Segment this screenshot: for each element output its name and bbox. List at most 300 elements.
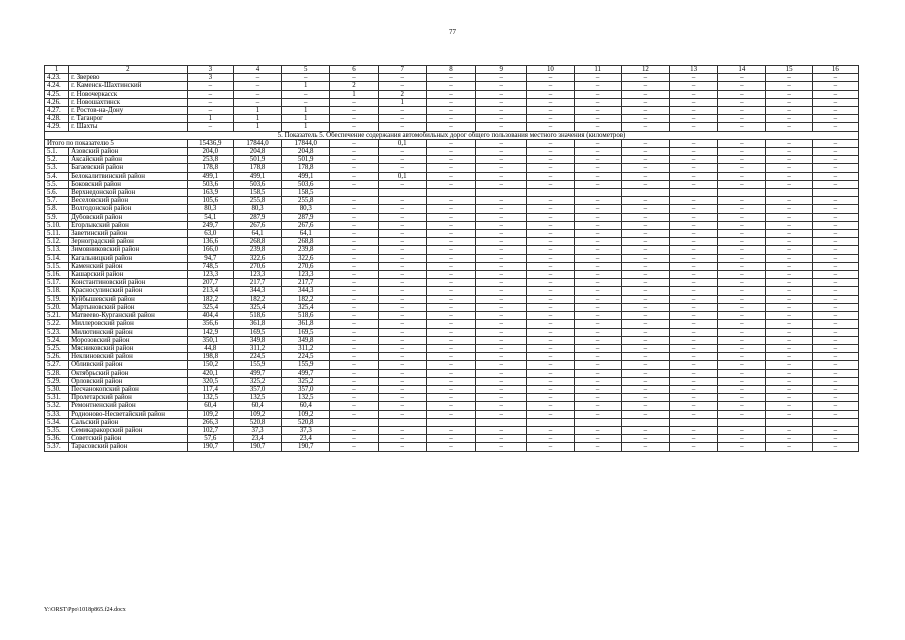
table-cell: – [718, 344, 766, 352]
table-cell: – [812, 254, 858, 262]
table-cell: – [812, 148, 858, 156]
total-row [45, 139, 859, 147]
table-cell: 357,0 [233, 385, 281, 393]
table-cell: – [527, 156, 574, 164]
table-cell: – [718, 180, 766, 188]
table-cell: – [187, 123, 233, 131]
table-cell: – [527, 320, 574, 328]
table-cell: – [812, 139, 858, 147]
table-cell: Тарасовский район [69, 443, 188, 451]
table-cell: – [621, 139, 669, 147]
table-cell: – [766, 361, 812, 369]
table-cell: – [718, 295, 766, 303]
table-cell: 349,8 [233, 336, 281, 344]
table-cell: – [476, 353, 527, 361]
table-cell: 7 [378, 66, 426, 74]
table-cell: – [476, 369, 527, 377]
table-cell: – [812, 303, 858, 311]
table-cell: 207,7 [187, 279, 233, 287]
table-row [45, 90, 859, 98]
table-cell: – [330, 221, 378, 229]
table-cell: – [766, 254, 812, 262]
table-cell: – [476, 410, 527, 418]
table-cell: – [766, 385, 812, 393]
table-cell: 5 [282, 66, 330, 74]
table-cell: – [718, 377, 766, 385]
table-cell: – [378, 279, 426, 287]
table-cell: 1 [330, 90, 378, 98]
table-cell: 123,3 [233, 271, 281, 279]
table-cell: – [718, 328, 766, 336]
table-cell: – [812, 262, 858, 270]
table-cell: – [476, 279, 527, 287]
table-cell: 356,6 [187, 320, 233, 328]
table-cell: – [670, 180, 718, 188]
table-cell [812, 418, 858, 426]
table-cell: 94,7 [187, 254, 233, 262]
table-cell: – [812, 312, 858, 320]
table-cell: – [574, 221, 621, 229]
table-cell: Октябрьский район [69, 369, 188, 377]
table-cell: – [670, 205, 718, 213]
table-row [45, 410, 859, 418]
table-cell: – [670, 353, 718, 361]
table-cell: 5.7. [45, 197, 69, 205]
table-cell: 5.34. [45, 418, 69, 426]
table-cell: – [426, 98, 475, 106]
table-cell: 255,8 [233, 197, 281, 205]
table-cell: 178,8 [187, 164, 233, 172]
table-cell: 503,6 [187, 180, 233, 188]
table-cell: – [426, 180, 475, 188]
table-cell: – [426, 312, 475, 320]
table-cell: – [621, 271, 669, 279]
table-cell: 5.33. [45, 410, 69, 418]
table-cell: 37,3 [233, 426, 281, 434]
table-cell: Мясниковский район [69, 344, 188, 352]
table-cell: – [718, 312, 766, 320]
table-cell [574, 418, 621, 426]
table-cell [378, 418, 426, 426]
table-cell: – [812, 123, 858, 131]
table-cell: 163,9 [187, 189, 233, 197]
table-cell: 17844,0 [282, 139, 330, 147]
table-cell: – [812, 205, 858, 213]
table-cell: – [476, 164, 527, 172]
table-cell: – [378, 410, 426, 418]
table-cell: – [476, 238, 527, 246]
table-cell: – [718, 238, 766, 246]
table-cell: – [426, 271, 475, 279]
table-cell: – [378, 82, 426, 90]
table-cell: – [718, 164, 766, 172]
table-cell [476, 189, 527, 197]
table-cell: 5.9. [45, 213, 69, 221]
table-cell [527, 418, 574, 426]
table-cell: – [426, 402, 475, 410]
table-cell: 60,4 [233, 402, 281, 410]
table-cell: 12 [621, 66, 669, 74]
table-cell: 5.37. [45, 443, 69, 451]
table-cell: – [426, 246, 475, 254]
table-cell: 239,8 [282, 246, 330, 254]
table-cell: – [670, 402, 718, 410]
table-cell: – [378, 353, 426, 361]
table-row [45, 369, 859, 377]
table-cell: 4.27. [45, 107, 69, 115]
table-cell: – [378, 156, 426, 164]
table-row [45, 303, 859, 311]
table-row [45, 164, 859, 172]
table-cell: 150,2 [187, 361, 233, 369]
table-cell: – [527, 271, 574, 279]
table-cell: г. Зверево [69, 74, 188, 82]
table-cell: 518,6 [233, 312, 281, 320]
table-cell: – [812, 246, 858, 254]
table-cell: – [766, 74, 812, 82]
table-cell: – [574, 123, 621, 131]
table-cell: – [527, 123, 574, 131]
table-cell: – [621, 377, 669, 385]
table-cell: – [330, 336, 378, 344]
table-cell: 1 [233, 123, 281, 131]
table-cell: – [378, 221, 426, 229]
table-cell: – [812, 213, 858, 221]
table-cell: – [426, 230, 475, 238]
table-cell: 13 [670, 66, 718, 74]
table-cell: – [330, 230, 378, 238]
table-cell: 109,2 [187, 410, 233, 418]
table-cell: – [426, 394, 475, 402]
table-cell: – [766, 197, 812, 205]
table-cell: – [282, 74, 330, 82]
table-cell: Ремонтненский район [69, 402, 188, 410]
table-cell: 748,5 [187, 262, 233, 270]
table-cell: – [527, 148, 574, 156]
table-cell: 1 [233, 107, 281, 115]
table-row [45, 435, 859, 443]
table-cell: – [233, 82, 281, 90]
table-cell: 9 [476, 66, 527, 74]
table-cell: 109,2 [233, 410, 281, 418]
table-cell: – [426, 443, 475, 451]
table-cell: – [718, 361, 766, 369]
table-cell: – [378, 426, 426, 434]
table-cell: – [812, 238, 858, 246]
table-cell: – [330, 312, 378, 320]
table-cell: – [574, 238, 621, 246]
table-cell: – [812, 221, 858, 229]
table-cell: 270,6 [233, 262, 281, 270]
table-cell: – [527, 172, 574, 180]
table-cell: – [621, 148, 669, 156]
table-cell: – [812, 394, 858, 402]
table-cell: – [574, 303, 621, 311]
table-cell: – [718, 410, 766, 418]
table-cell: – [621, 74, 669, 82]
table-cell: 217,7 [282, 279, 330, 287]
table-cell: – [621, 385, 669, 393]
table-cell: – [574, 361, 621, 369]
table-cell: – [426, 344, 475, 352]
table-cell: – [378, 377, 426, 385]
table-cell: 320,5 [187, 377, 233, 385]
table-cell: – [670, 385, 718, 393]
table-cell: 268,8 [282, 238, 330, 246]
table-cell: 249,7 [187, 221, 233, 229]
table-cell [574, 189, 621, 197]
table-cell [378, 189, 426, 197]
table-row [45, 295, 859, 303]
table-cell: – [527, 426, 574, 434]
table-cell: – [378, 312, 426, 320]
table-cell: – [378, 394, 426, 402]
table-row [45, 418, 859, 426]
table-cell: 5.18. [45, 287, 69, 295]
table-cell: – [476, 336, 527, 344]
table-cell: – [718, 254, 766, 262]
table-cell: – [574, 148, 621, 156]
table-cell: 5.20. [45, 303, 69, 311]
table-cell: 2 [378, 90, 426, 98]
table-cell: 178,8 [282, 164, 330, 172]
table-row [45, 213, 859, 221]
table-cell [670, 189, 718, 197]
table-cell [621, 418, 669, 426]
table-row [45, 123, 859, 131]
table-cell: – [233, 90, 281, 98]
table-cell: – [330, 271, 378, 279]
table-cell: – [527, 74, 574, 82]
table-cell: – [527, 410, 574, 418]
table-cell: 44,8 [187, 344, 233, 352]
table-cell: – [527, 279, 574, 287]
table-cell: 5.5. [45, 180, 69, 188]
table-cell: Каменский район [69, 262, 188, 270]
table-cell: – [670, 320, 718, 328]
table-cell: – [670, 221, 718, 229]
table-cell: 2 [69, 66, 188, 74]
table-cell: – [574, 74, 621, 82]
table-row [45, 394, 859, 402]
table-cell: – [670, 377, 718, 385]
table-cell: – [378, 254, 426, 262]
table-cell: – [766, 164, 812, 172]
table-cell: – [718, 230, 766, 238]
table-cell: – [426, 287, 475, 295]
table-cell: 182,2 [233, 295, 281, 303]
table-cell: – [476, 426, 527, 434]
table-cell: – [378, 230, 426, 238]
table-cell: – [766, 271, 812, 279]
table-cell: – [766, 90, 812, 98]
table-cell [718, 418, 766, 426]
table-row [45, 287, 859, 295]
table-cell: – [574, 336, 621, 344]
table-cell: – [527, 197, 574, 205]
table-cell: – [718, 156, 766, 164]
table-cell: 499,7 [233, 369, 281, 377]
table-cell: – [812, 90, 858, 98]
table-cell: – [476, 98, 527, 106]
table-cell: 5.17. [45, 279, 69, 287]
table-cell [812, 189, 858, 197]
table-cell: Веселовский район [69, 197, 188, 205]
table-cell: – [330, 107, 378, 115]
table-cell: – [476, 123, 527, 131]
table-cell: – [766, 98, 812, 106]
table-cell: Миллеровский район [69, 320, 188, 328]
table-cell: – [670, 148, 718, 156]
table-cell: 5.1. [45, 148, 69, 156]
table-cell: – [670, 426, 718, 434]
table-cell: – [330, 156, 378, 164]
table-cell: 142,9 [187, 328, 233, 336]
table-cell: 287,9 [282, 213, 330, 221]
table-cell: – [426, 139, 475, 147]
table-cell: 155,9 [282, 361, 330, 369]
table-cell: – [670, 328, 718, 336]
table-cell: 16 [812, 66, 858, 74]
table-cell: 14 [718, 66, 766, 74]
table-cell: – [812, 402, 858, 410]
table-cell: – [426, 205, 475, 213]
table-cell: Семикаракорский район [69, 426, 188, 434]
table-cell: – [621, 426, 669, 434]
table-cell: 499,7 [282, 369, 330, 377]
table-cell: – [766, 148, 812, 156]
table-cell: – [330, 394, 378, 402]
table-cell: – [670, 164, 718, 172]
table-cell: – [378, 164, 426, 172]
table-cell: – [766, 205, 812, 213]
table-cell: – [670, 361, 718, 369]
table-cell: – [378, 148, 426, 156]
table-cell: 132,5 [233, 394, 281, 402]
table-cell: – [718, 303, 766, 311]
table-cell: – [527, 312, 574, 320]
table-cell: 253,8 [187, 156, 233, 164]
table-cell: 5.26. [45, 353, 69, 361]
table-cell: 255,8 [282, 197, 330, 205]
section-title: 5. Показатель 5. Обеспечение содержания автомобильных дорог общего пользования местного значения (километров) [45, 131, 859, 139]
table-cell [476, 418, 527, 426]
table-cell: – [574, 385, 621, 393]
table-cell: – [527, 328, 574, 336]
table-cell: – [187, 90, 233, 98]
table-cell: 5.24. [45, 336, 69, 344]
table-cell: – [378, 402, 426, 410]
table-cell: 158,5 [282, 189, 330, 197]
table-cell: – [527, 221, 574, 229]
table-cell: – [574, 90, 621, 98]
table-cell: – [670, 443, 718, 451]
table-cell: – [476, 271, 527, 279]
table-cell: – [621, 328, 669, 336]
table-cell: 311,2 [282, 344, 330, 352]
table-cell: 190,7 [282, 443, 330, 451]
table-cell: – [812, 287, 858, 295]
table-cell: – [476, 115, 527, 123]
table-cell: 60,4 [187, 402, 233, 410]
table-cell: 4.25. [45, 90, 69, 98]
table-cell: – [766, 107, 812, 115]
table-cell: – [476, 394, 527, 402]
table-cell: – [378, 180, 426, 188]
table-cell: 0,1 [378, 139, 426, 147]
table-cell: Егорлыкский район [69, 221, 188, 229]
table-cell: – [527, 377, 574, 385]
table-cell: – [187, 107, 233, 115]
table-cell: – [670, 98, 718, 106]
table-cell: – [621, 254, 669, 262]
table-cell: Советский район [69, 435, 188, 443]
table-cell: 5.8. [45, 205, 69, 213]
table-cell: 57,6 [187, 435, 233, 443]
table-cell: – [330, 279, 378, 287]
table-cell: – [426, 221, 475, 229]
table-cell: 4.26. [45, 98, 69, 106]
table-cell: – [527, 443, 574, 451]
table-cell: – [766, 246, 812, 254]
table-cell: – [766, 180, 812, 188]
table-cell: – [621, 246, 669, 254]
table-cell: 5.12. [45, 238, 69, 246]
table-cell: – [574, 230, 621, 238]
table-cell: – [670, 394, 718, 402]
table-cell: 5.32. [45, 402, 69, 410]
table-cell: – [187, 98, 233, 106]
table-cell: – [426, 361, 475, 369]
table-cell: – [574, 115, 621, 123]
table-cell: – [378, 336, 426, 344]
table-cell: – [670, 74, 718, 82]
table-cell: – [527, 344, 574, 352]
table-cell: – [574, 344, 621, 352]
table-cell: – [330, 197, 378, 205]
table-cell: – [426, 385, 475, 393]
table-cell: – [621, 180, 669, 188]
table-cell: – [718, 205, 766, 213]
table-cell: 266,3 [187, 418, 233, 426]
table-cell: Азовский район [69, 148, 188, 156]
table-cell: – [766, 82, 812, 90]
table-cell: 5.15. [45, 262, 69, 270]
table-cell: – [766, 435, 812, 443]
table-cell: – [330, 115, 378, 123]
table-cell: 322,6 [233, 254, 281, 262]
table-cell: – [330, 377, 378, 385]
table-cell: 1 [282, 107, 330, 115]
table-cell: – [476, 74, 527, 82]
table-cell: 80,3 [233, 205, 281, 213]
table-cell: – [426, 369, 475, 377]
table-cell: – [476, 107, 527, 115]
table-cell: – [670, 312, 718, 320]
table-cell: – [527, 180, 574, 188]
table-cell: – [476, 435, 527, 443]
table-cell: 5.2. [45, 156, 69, 164]
table-cell: 23,4 [282, 435, 330, 443]
table-cell: 5.4. [45, 172, 69, 180]
table-cell: – [718, 426, 766, 434]
table-cell: 1 [282, 82, 330, 90]
section-title-row [45, 131, 859, 139]
table-cell: – [476, 262, 527, 270]
table-cell: – [621, 443, 669, 451]
table-cell: – [766, 328, 812, 336]
table-cell: 204,8 [233, 148, 281, 156]
